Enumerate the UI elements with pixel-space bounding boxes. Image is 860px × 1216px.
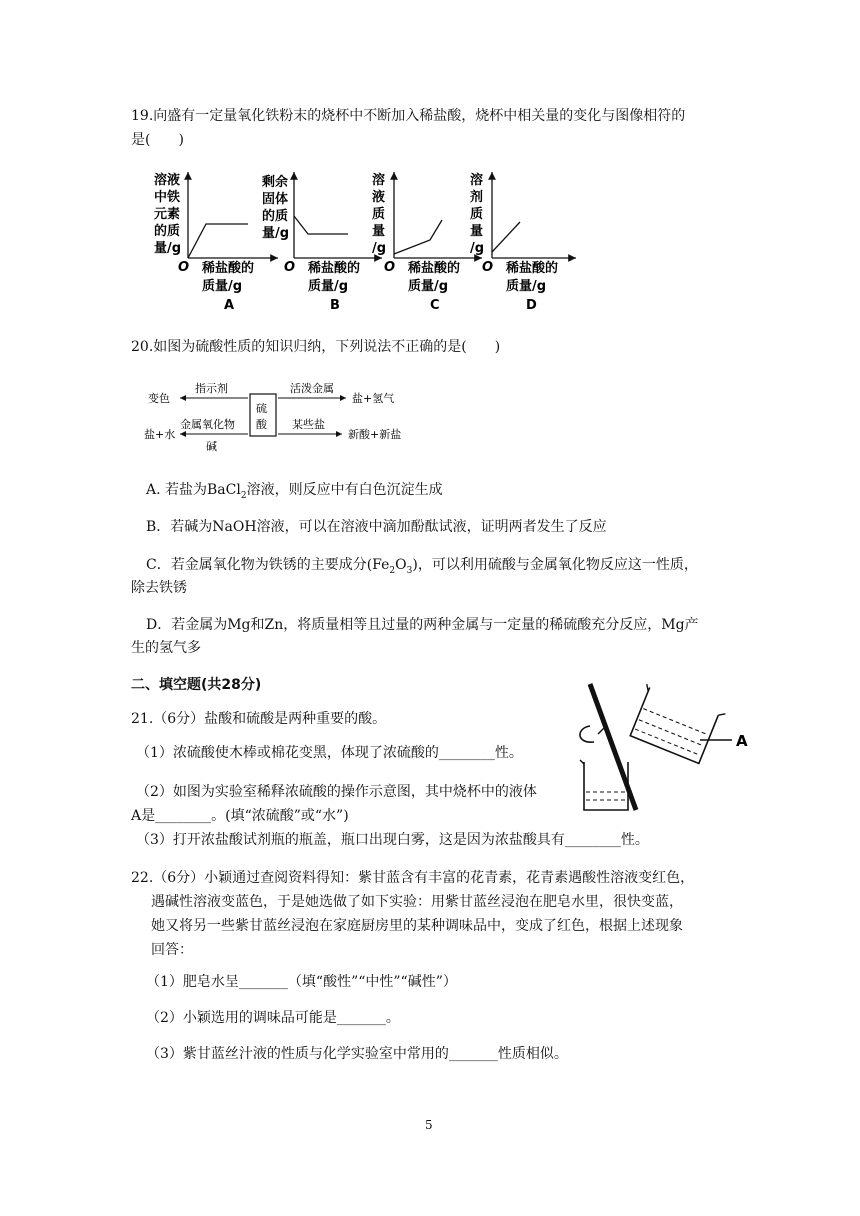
q22-line2: 遇碱性溶液变蓝色，于是她选做了如下实验：用紫甘蓝丝浸泡在肥皂水里，很快变蓝，: [151, 894, 683, 910]
graph-c: [372, 172, 485, 313]
diagram-salt-water: 盐+水: [144, 428, 176, 441]
section-title: 二、填空题(共28分): [131, 677, 262, 693]
graph-b-ylabel-3: 的质: [262, 209, 289, 224]
graph-d-ylabel-1: 溶: [470, 173, 484, 188]
q19-stem-line2: 是( ): [131, 132, 184, 148]
q21-part2-line2: A是________。(填“浓硫酸”或“水”): [131, 808, 349, 824]
graph-b-letter: B: [330, 298, 340, 313]
graph-a-letter: A: [224, 298, 235, 313]
graph-c-xlabel-1: 稀盐酸的: [408, 261, 461, 276]
graph-c-ylabel-5: /g: [372, 241, 387, 256]
q22-part3: （3）紫甘蓝丝汁液的性质与化学实验室中常用的_______性质相似。: [146, 1046, 568, 1062]
diagram-active-metal-label: 活泼金属: [290, 382, 334, 395]
pouring-beaker: [627, 682, 726, 765]
graph-d-xlabel-2: 质量/g: [506, 279, 547, 294]
q19-graphs: [140, 164, 580, 314]
graph-c-curve: [394, 220, 442, 254]
graph-c-origin: O: [384, 260, 396, 275]
q20-option-c-line2: 除去铁锈: [131, 580, 187, 596]
q20-sulfuric-acid-diagram: [140, 378, 430, 458]
graph-d-ylabel-2: 剂: [470, 190, 484, 205]
page-number: 5: [425, 1118, 433, 1132]
diagram-center-char-2: 酸: [256, 418, 267, 431]
graph-a-origin: O: [178, 260, 190, 275]
rod-holder: [580, 726, 594, 742]
q20-option-b: B．若碱为NaOH溶液，可以在溶液中滴加酚酞试液，证明两者发生了反应: [146, 519, 607, 535]
q20-option-c: [146, 555, 698, 581]
graph-c-letter: C: [430, 298, 440, 313]
figure-label-a: A: [736, 732, 748, 750]
graph-a-xlabel-2: 质量/g: [202, 279, 243, 294]
graph-d-ylabel-5: /g: [470, 241, 485, 256]
diagram-salt-h2: 盐+氢气: [352, 392, 395, 405]
graph-a: [154, 172, 278, 313]
graph-b-xlabel-1: 稀盐酸的: [308, 261, 361, 276]
q20-option-a-sub: 2: [240, 490, 247, 501]
q21-part2-line1: （2）如图为实验室稀释浓硫酸的操作示意图，其中烧杯中的液体: [136, 784, 537, 800]
graph-d-xlabel-1: 稀盐酸的: [506, 261, 559, 276]
q20-option-c-post: )，可以利用硫酸与金属氧化物反应这一性质，: [412, 557, 698, 573]
diagram-some-salt-label: 某些盐: [292, 418, 325, 431]
graph-b-ylabel-2: 固体: [262, 192, 289, 207]
graph-b-curve: [294, 216, 348, 234]
graph-d-ylabel-3: 质: [470, 207, 484, 222]
q20-option-c-sub2: 3: [406, 565, 413, 576]
diagram-indicator-label: 指示剂: [195, 382, 228, 395]
graph-b-xlabel-2: 质量/g: [308, 279, 349, 294]
q19-stem-line1: 19.向盛有一定量氧化铁粉末的烧杯中不断加入稀盐酸，烧杯中相关量的变化与图像相符的: [131, 108, 686, 124]
glass-rod: [590, 684, 636, 810]
q21-stem: 21.（6分）盐酸和硫酸是两种重要的酸。: [131, 711, 387, 727]
graph-d-ylabel-4: 量: [470, 224, 484, 239]
diagram-metal-oxide-label: 金属氧化物: [180, 418, 235, 431]
q20-option-c-sub1: 2: [389, 565, 396, 576]
q21-dilution-figure: [572, 680, 762, 818]
q22-part1: （1）肥皂水呈_______（填“酸性”“中性”“碱性”）: [146, 974, 457, 990]
q20-option-c-pre: C．若金属氧化物为铁锈的主要成分(Fe: [146, 557, 390, 573]
q21-part3: （3）打开浓盐酸试剂瓶的瓶盖，瓶口出现白雾，这是因为浓盐酸具有________性。: [136, 832, 649, 848]
diagram-base-label: 碱: [206, 440, 217, 453]
graph-d: [470, 172, 576, 313]
q22-part2: （2）小颖选用的调味品可能是_______。: [146, 1010, 400, 1026]
q20-option-d-line1: D．若金属为Mg和Zn，将质量相等且过量的两种金属与一定量的稀硫酸充分反应，Mg产: [146, 617, 699, 633]
q22-line3: 她又将另一些紫甘蓝丝浸泡在家庭厨房里的某种调味品中，变成了红色，根据上述现象: [151, 918, 683, 934]
graph-a-ylabel-5: 量/g: [154, 241, 182, 256]
diagram-center-char-1: 硫: [256, 402, 267, 415]
q20-option-a-pre: A. 若盐为BaCl: [146, 482, 241, 498]
graph-b: [262, 172, 382, 313]
graph-c-ylabel-2: 液: [372, 190, 386, 205]
graph-c-ylabel-4: 量: [372, 224, 386, 239]
graph-c-xlabel-2: 质量/g: [408, 279, 449, 294]
diagram-new-acid-salt: 新酸+新盐: [348, 428, 402, 441]
graph-d-origin: O: [482, 260, 494, 275]
graph-a-ylabel-4: 的质: [154, 224, 181, 239]
graph-d-letter: D: [526, 298, 537, 313]
graph-a-ylabel-2: 中铁: [154, 190, 181, 205]
graph-c-ylabel-1: 溶: [372, 173, 386, 188]
graph-a-ylabel-1: 溶液: [154, 173, 181, 188]
q20-option-d-line2: 生的氢气多: [131, 640, 201, 656]
q20-option-a-post: 溶液，则反应中有白色沉淀生成: [246, 482, 443, 498]
graph-a-ylabel-3: 元素: [154, 207, 181, 222]
graph-c-ylabel-3: 质: [372, 207, 386, 222]
graph-a-curve: [188, 224, 248, 258]
q21-part1: （1）浓硫酸使木棒或棉花变黑，体现了浓硫酸的________性。: [136, 745, 523, 761]
q20-stem: 20.如图为硫酸性质的知识归纳，下列说法不正确的是( ): [131, 339, 501, 355]
graph-d-curve: [492, 222, 520, 252]
q20-option-c-mid: O: [395, 557, 407, 573]
diagram-color-change: 变色: [148, 392, 170, 405]
q22-line4: 回答：: [151, 942, 193, 958]
graph-a-xlabel-1: 稀盐酸的: [202, 261, 255, 276]
q20-option-a: [146, 480, 443, 506]
graph-b-ylabel-4: 量/g: [262, 226, 290, 241]
q22-line1: 22.（6分）小颖通过查阅资料得知：紫甘蓝含有丰富的花青素，花青素遇酸性溶液变红色，: [131, 870, 695, 886]
graph-b-origin: O: [284, 260, 296, 275]
graph-b-ylabel-1: 剩余: [262, 175, 289, 190]
